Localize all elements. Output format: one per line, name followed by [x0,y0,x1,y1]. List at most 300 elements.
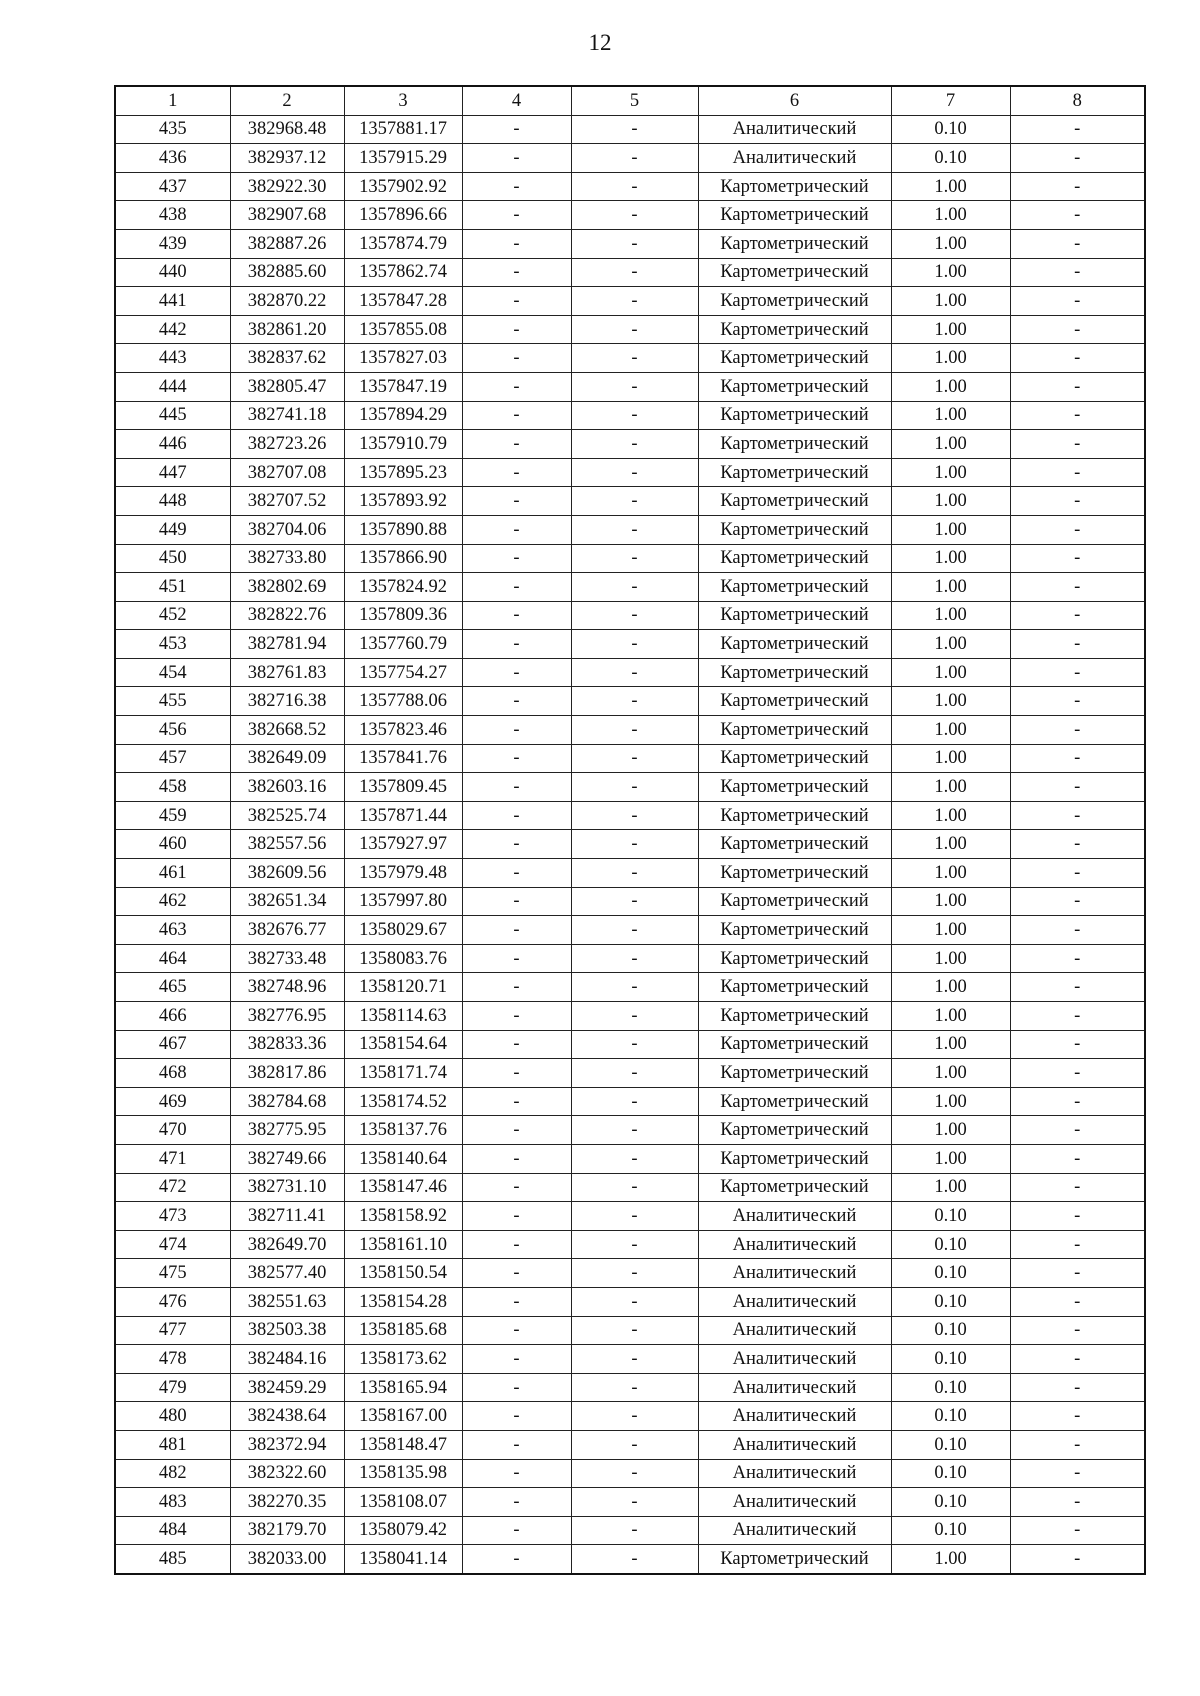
point-number-cell: 473 [115,1202,230,1231]
table-row [115,1230,1145,1259]
point-number-cell: 480 [115,1402,230,1431]
accuracy-cell: 1.00 [891,973,1010,1002]
column-8-cell: - [1010,258,1145,287]
column-4-cell: - [462,1316,571,1345]
column-8-cell: - [1010,944,1145,973]
method-cell: Картометрический [698,544,891,573]
table-row [115,859,1145,888]
y-coordinate-cell: 1358041.14 [344,1545,462,1574]
method-cell: Картометрический [698,1030,891,1059]
column-header-2: 2 [230,86,344,115]
y-coordinate-cell: 1358167.00 [344,1402,462,1431]
y-coordinate-cell: 1357824.92 [344,573,462,602]
accuracy-cell: 1.00 [891,1087,1010,1116]
table-row [115,401,1145,430]
column-8-cell: - [1010,916,1145,945]
column-5-cell: - [571,1516,698,1545]
point-number-cell: 484 [115,1516,230,1545]
column-header-4: 4 [462,86,571,115]
column-5-cell: - [571,630,698,659]
column-4-cell: - [462,1259,571,1288]
y-coordinate-cell: 1358171.74 [344,1059,462,1088]
x-coordinate-cell: 382968.48 [230,115,344,144]
column-8-cell: - [1010,1516,1145,1545]
y-coordinate-cell: 1357997.80 [344,887,462,916]
method-cell: Картометрический [698,887,891,916]
point-number-cell: 448 [115,487,230,516]
column-8-cell: - [1010,773,1145,802]
accuracy-cell: 1.00 [891,430,1010,459]
table-row [115,258,1145,287]
y-coordinate-cell: 1357866.90 [344,544,462,573]
column-4-cell: - [462,515,571,544]
table-row [115,1002,1145,1031]
accuracy-cell: 1.00 [891,344,1010,373]
method-cell: Картометрический [698,344,891,373]
x-coordinate-cell: 382503.38 [230,1316,344,1345]
column-4-cell: - [462,744,571,773]
y-coordinate-cell: 1358154.28 [344,1287,462,1316]
column-4-cell: - [462,1373,571,1402]
point-number-cell: 450 [115,544,230,573]
point-number-cell: 437 [115,172,230,201]
column-8-cell: - [1010,601,1145,630]
column-8-cell: - [1010,430,1145,459]
table-row [115,1488,1145,1517]
column-8-cell: - [1010,515,1145,544]
y-coordinate-cell: 1358114.63 [344,1002,462,1031]
x-coordinate-cell: 382577.40 [230,1259,344,1288]
column-8-cell: - [1010,1459,1145,1488]
x-coordinate-cell: 382707.08 [230,458,344,487]
column-8-cell: - [1010,1202,1145,1231]
table-row [115,830,1145,859]
method-cell: Картометрический [698,458,891,487]
column-4-cell: - [462,573,571,602]
y-coordinate-cell: 1357893.92 [344,487,462,516]
column-8-cell: - [1010,1144,1145,1173]
table-row [115,458,1145,487]
x-coordinate-cell: 382922.30 [230,172,344,201]
column-4-cell: - [462,887,571,916]
column-5-cell: - [571,1459,698,1488]
x-coordinate-cell: 382525.74 [230,801,344,830]
y-coordinate-cell: 1358148.47 [344,1430,462,1459]
point-number-cell: 457 [115,744,230,773]
column-4-cell: - [462,716,571,745]
point-number-cell: 470 [115,1116,230,1145]
column-5-cell: - [571,573,698,602]
method-cell: Картометрический [698,830,891,859]
y-coordinate-cell: 1358147.46 [344,1173,462,1202]
column-5-cell: - [571,658,698,687]
column-5-cell: - [571,1002,698,1031]
method-cell: Картометрический [698,687,891,716]
method-cell: Картометрический [698,315,891,344]
table-row [115,1402,1145,1431]
table-row [115,287,1145,316]
column-5-cell: - [571,1173,698,1202]
column-8-cell: - [1010,1230,1145,1259]
accuracy-cell: 0.10 [891,1230,1010,1259]
column-4-cell: - [462,1430,571,1459]
accuracy-cell: 1.00 [891,372,1010,401]
coordinates-table [114,85,1146,1575]
column-header-7: 7 [891,86,1010,115]
table-row [115,1345,1145,1374]
point-number-cell: 478 [115,1345,230,1374]
y-coordinate-cell: 1358135.98 [344,1459,462,1488]
point-number-cell: 458 [115,773,230,802]
column-4-cell: - [462,1144,571,1173]
column-4-cell: - [462,944,571,973]
column-8-cell: - [1010,973,1145,1002]
x-coordinate-cell: 382731.10 [230,1173,344,1202]
accuracy-cell: 1.00 [891,1059,1010,1088]
accuracy-cell: 1.00 [891,658,1010,687]
column-4-cell: - [462,687,571,716]
accuracy-cell: 0.10 [891,1202,1010,1231]
column-8-cell: - [1010,573,1145,602]
column-4-cell: - [462,458,571,487]
point-number-cell: 481 [115,1430,230,1459]
y-coordinate-cell: 1357760.79 [344,630,462,659]
column-8-cell: - [1010,801,1145,830]
method-cell: Картометрический [698,487,891,516]
column-4-cell: - [462,1488,571,1517]
column-4-cell: - [462,115,571,144]
x-coordinate-cell: 382033.00 [230,1545,344,1574]
point-number-cell: 461 [115,859,230,888]
point-number-cell: 462 [115,887,230,916]
method-cell: Картометрический [698,1116,891,1145]
method-cell: Аналитический [698,1488,891,1517]
x-coordinate-cell: 382805.47 [230,372,344,401]
table-row [115,1459,1145,1488]
column-5-cell: - [571,1202,698,1231]
x-coordinate-cell: 382802.69 [230,573,344,602]
method-cell: Картометрический [698,258,891,287]
accuracy-cell: 0.10 [891,1430,1010,1459]
accuracy-cell: 0.10 [891,1402,1010,1431]
method-cell: Аналитический [698,1316,891,1345]
table-row [115,973,1145,1002]
point-number-cell: 469 [115,1087,230,1116]
column-4-cell: - [462,601,571,630]
accuracy-cell: 0.10 [891,1516,1010,1545]
accuracy-cell: 1.00 [891,1002,1010,1031]
method-cell: Картометрический [698,658,891,687]
x-coordinate-cell: 382704.06 [230,515,344,544]
accuracy-cell: 1.00 [891,487,1010,516]
point-number-cell: 439 [115,229,230,258]
table-row [115,115,1145,144]
column-4-cell: - [462,487,571,516]
y-coordinate-cell: 1358079.42 [344,1516,462,1545]
column-8-cell: - [1010,1002,1145,1031]
point-number-cell: 475 [115,1259,230,1288]
table-row [115,201,1145,230]
y-coordinate-cell: 1357871.44 [344,801,462,830]
table-row [115,1059,1145,1088]
column-5-cell: - [571,1545,698,1574]
column-4-cell: - [462,172,571,201]
point-number-cell: 452 [115,601,230,630]
column-5-cell: - [571,1316,698,1345]
x-coordinate-cell: 382733.48 [230,944,344,973]
x-coordinate-cell: 382603.16 [230,773,344,802]
column-4-cell: - [462,201,571,230]
method-cell: Картометрический [698,916,891,945]
column-5-cell: - [571,1144,698,1173]
y-coordinate-cell: 1357847.19 [344,372,462,401]
x-coordinate-cell: 382609.56 [230,859,344,888]
x-coordinate-cell: 382761.83 [230,658,344,687]
x-coordinate-cell: 382551.63 [230,1287,344,1316]
column-4-cell: - [462,916,571,945]
accuracy-cell: 1.00 [891,687,1010,716]
y-coordinate-cell: 1357823.46 [344,716,462,745]
column-5-cell: - [571,1087,698,1116]
point-number-cell: 465 [115,973,230,1002]
x-coordinate-cell: 382749.66 [230,1144,344,1173]
method-cell: Аналитический [698,115,891,144]
x-coordinate-cell: 382861.20 [230,315,344,344]
column-5-cell: - [571,773,698,802]
column-8-cell: - [1010,1373,1145,1402]
accuracy-cell: 0.10 [891,1459,1010,1488]
method-cell: Картометрический [698,1173,891,1202]
x-coordinate-cell: 382887.26 [230,229,344,258]
y-coordinate-cell: 1357855.08 [344,315,462,344]
method-cell: Картометрический [698,1144,891,1173]
point-number-cell: 444 [115,372,230,401]
y-coordinate-cell: 1358161.10 [344,1230,462,1259]
column-4-cell: - [462,144,571,173]
point-number-cell: 451 [115,573,230,602]
table-row [115,1545,1145,1574]
y-coordinate-cell: 1358029.67 [344,916,462,945]
x-coordinate-cell: 382833.36 [230,1030,344,1059]
column-4-cell: - [462,830,571,859]
table-row [115,687,1145,716]
method-cell: Картометрический [698,630,891,659]
y-coordinate-cell: 1357809.36 [344,601,462,630]
column-header-6: 6 [698,86,891,115]
column-5-cell: - [571,744,698,773]
point-number-cell: 471 [115,1144,230,1173]
method-cell: Аналитический [698,1459,891,1488]
table-row [115,1030,1145,1059]
accuracy-cell: 1.00 [891,630,1010,659]
y-coordinate-cell: 1357862.74 [344,258,462,287]
table-row [115,1373,1145,1402]
table-row [115,1430,1145,1459]
column-8-cell: - [1010,1287,1145,1316]
point-number-cell: 449 [115,515,230,544]
x-coordinate-cell: 382870.22 [230,287,344,316]
accuracy-cell: 0.10 [891,1345,1010,1374]
x-coordinate-cell: 382179.70 [230,1516,344,1545]
column-8-cell: - [1010,229,1145,258]
point-number-cell: 463 [115,916,230,945]
column-4-cell: - [462,544,571,573]
column-8-cell: - [1010,1488,1145,1517]
column-5-cell: - [571,544,698,573]
method-cell: Картометрический [698,172,891,201]
method-cell: Картометрический [698,1087,891,1116]
point-number-cell: 438 [115,201,230,230]
method-cell: Аналитический [698,1287,891,1316]
column-5-cell: - [571,1287,698,1316]
accuracy-cell: 1.00 [891,258,1010,287]
point-number-cell: 476 [115,1287,230,1316]
column-8-cell: - [1010,1087,1145,1116]
column-5-cell: - [571,1030,698,1059]
y-coordinate-cell: 1357890.88 [344,515,462,544]
point-number-cell: 466 [115,1002,230,1031]
y-coordinate-cell: 1357847.28 [344,287,462,316]
y-coordinate-cell: 1357910.79 [344,430,462,459]
method-cell: Картометрический [698,287,891,316]
point-number-cell: 485 [115,1545,230,1574]
y-coordinate-cell: 1357979.48 [344,859,462,888]
accuracy-cell: 1.00 [891,544,1010,573]
point-number-cell: 441 [115,287,230,316]
method-cell: Картометрический [698,1059,891,1088]
column-5-cell: - [571,458,698,487]
y-coordinate-cell: 1358173.62 [344,1345,462,1374]
x-coordinate-cell: 382817.86 [230,1059,344,1088]
table-row [115,1144,1145,1173]
column-8-cell: - [1010,544,1145,573]
table-row [115,630,1145,659]
y-coordinate-cell: 1358185.68 [344,1316,462,1345]
method-cell: Картометрический [698,744,891,773]
table-row [115,315,1145,344]
accuracy-cell: 1.00 [891,573,1010,602]
method-cell: Аналитический [698,1230,891,1259]
column-8-cell: - [1010,716,1145,745]
column-8-cell: - [1010,658,1145,687]
column-8-cell: - [1010,887,1145,916]
x-coordinate-cell: 382649.09 [230,744,344,773]
accuracy-cell: 1.00 [891,887,1010,916]
column-5-cell: - [571,687,698,716]
point-number-cell: 479 [115,1373,230,1402]
table-row [115,887,1145,916]
column-5-cell: - [571,487,698,516]
x-coordinate-cell: 382723.26 [230,430,344,459]
point-number-cell: 440 [115,258,230,287]
x-coordinate-cell: 382907.68 [230,201,344,230]
method-cell: Картометрический [698,973,891,1002]
x-coordinate-cell: 382711.41 [230,1202,344,1231]
table-row [115,658,1145,687]
y-coordinate-cell: 1357881.17 [344,115,462,144]
table-row [115,1087,1145,1116]
column-8-cell: - [1010,1402,1145,1431]
column-5-cell: - [571,430,698,459]
table-row [115,744,1145,773]
accuracy-cell: 0.10 [891,1373,1010,1402]
accuracy-cell: 1.00 [891,1144,1010,1173]
column-8-cell: - [1010,1345,1145,1374]
method-cell: Картометрический [698,859,891,888]
accuracy-cell: 0.10 [891,1316,1010,1345]
column-8-cell: - [1010,744,1145,773]
column-4-cell: - [462,1287,571,1316]
column-4-cell: - [462,1345,571,1374]
table-row [115,1173,1145,1202]
column-4-cell: - [462,1030,571,1059]
column-5-cell: - [571,144,698,173]
table-row [115,1316,1145,1345]
column-5-cell: - [571,973,698,1002]
column-4-cell: - [462,859,571,888]
method-cell: Картометрический [698,1002,891,1031]
column-5-cell: - [571,115,698,144]
x-coordinate-cell: 382741.18 [230,401,344,430]
table-row [115,515,1145,544]
accuracy-cell: 1.00 [891,916,1010,945]
table-row [115,1202,1145,1231]
column-5-cell: - [571,801,698,830]
point-number-cell: 472 [115,1173,230,1202]
point-number-cell: 468 [115,1059,230,1088]
accuracy-cell: 1.00 [891,773,1010,802]
page-number: 12 [588,30,612,55]
column-header-8: 8 [1010,86,1145,115]
column-8-cell: - [1010,172,1145,201]
y-coordinate-cell: 1358165.94 [344,1373,462,1402]
table-row [115,372,1145,401]
method-cell: Аналитический [698,144,891,173]
column-8-cell: - [1010,372,1145,401]
table-row [115,773,1145,802]
column-4-cell: - [462,1516,571,1545]
y-coordinate-cell: 1357809.45 [344,773,462,802]
x-coordinate-cell: 382557.56 [230,830,344,859]
point-number-cell: 436 [115,144,230,173]
x-coordinate-cell: 382716.38 [230,687,344,716]
y-coordinate-cell: 1358174.52 [344,1087,462,1116]
column-4-cell: - [462,658,571,687]
column-4-cell: - [462,973,571,1002]
x-coordinate-cell: 382372.94 [230,1430,344,1459]
table-row [115,172,1145,201]
accuracy-cell: 1.00 [891,744,1010,773]
x-coordinate-cell: 382885.60 [230,258,344,287]
accuracy-cell: 1.00 [891,830,1010,859]
accuracy-cell: 1.00 [891,287,1010,316]
method-cell: Картометрический [698,401,891,430]
table-body [115,115,1145,1574]
y-coordinate-cell: 1358158.92 [344,1202,462,1231]
method-cell: Аналитический [698,1516,891,1545]
accuracy-cell: 1.00 [891,944,1010,973]
accuracy-cell: 1.00 [891,1545,1010,1574]
table-row [115,1259,1145,1288]
column-5-cell: - [571,1345,698,1374]
column-4-cell: - [462,1230,571,1259]
y-coordinate-cell: 1357841.76 [344,744,462,773]
column-5-cell: - [571,887,698,916]
table-row [115,430,1145,459]
method-cell: Картометрический [698,601,891,630]
column-5-cell: - [571,1430,698,1459]
accuracy-cell: 1.00 [891,1116,1010,1145]
